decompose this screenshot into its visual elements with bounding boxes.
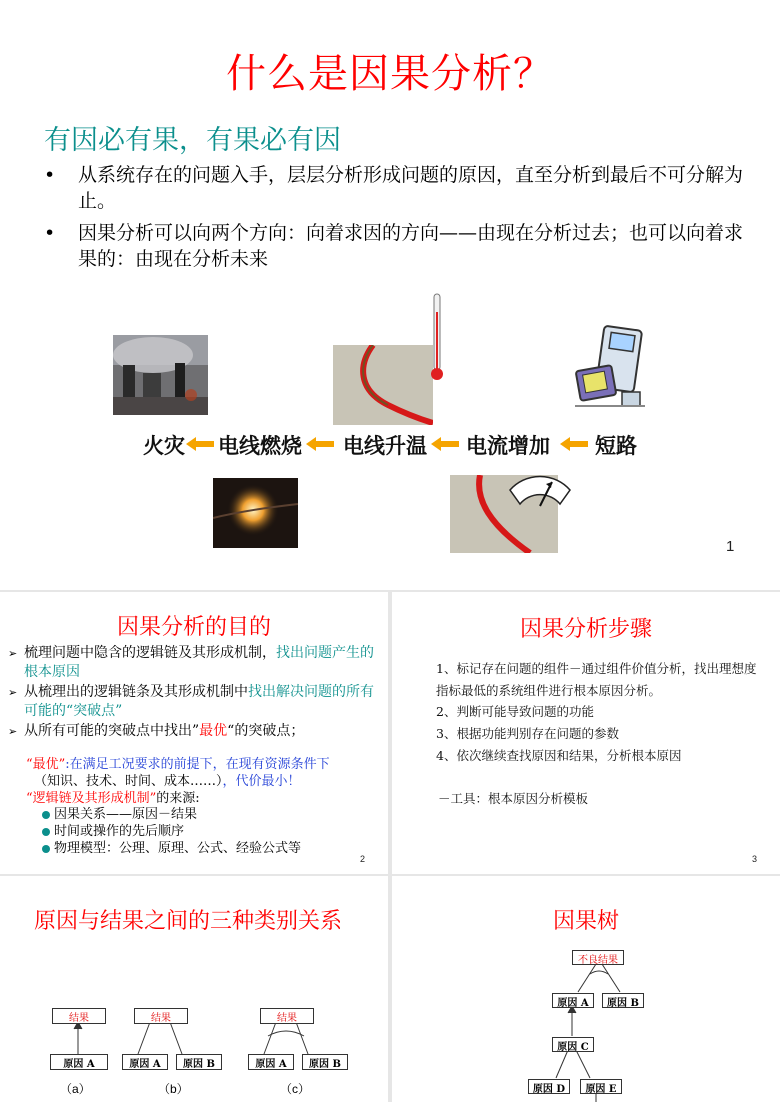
purpose-3-text: 从所有可能的突破点中找出” [24, 723, 200, 739]
chain-wire-heating: 电线升温 [343, 434, 427, 458]
purpose-1-highlight: 找出问题产生的根本原因 [24, 645, 374, 680]
purpose-2-highlight: 找出解决问题的所有可能的“突破点” [24, 684, 374, 719]
step-2: 2、判断可能导致问题的功能 [436, 704, 594, 719]
purpose-1-text: 梳理问题中隐含的逻辑链及其形成机制， [24, 645, 276, 661]
diagram-label-b: （b） [158, 1082, 189, 1096]
chain-short-circuit: 短路 [595, 434, 637, 458]
purpose-item-2 [8, 683, 378, 721]
source-item-1 [42, 806, 197, 824]
chain-current-increase: 电流增加 [466, 434, 550, 458]
fire-ruins-photo [113, 335, 208, 415]
purpose-item-3 [8, 722, 378, 741]
green-dot-icon [42, 828, 50, 836]
diagram-label-a: （a） [60, 1082, 91, 1096]
arrow-left-icon [560, 437, 588, 451]
slide-5-title: 因果树 [552, 909, 619, 934]
cause-c-box: 原因 C [552, 1037, 594, 1052]
cause-box: 原因 A [50, 1054, 108, 1070]
slide-3 [392, 592, 780, 874]
wire-burning-photo [213, 478, 298, 548]
step-4: 4、依次继续查找原因和结果，分析根本原因 [436, 748, 682, 763]
step-1: 1、标记存在问题的组件－通过组件价值分析，找出理想度指标最低的系统组件进行根本原因分析。 [436, 661, 757, 698]
purpose-2-text: 从梳理出的逻辑链条及其形成机制中 [24, 684, 248, 700]
slide-2-title: 因果分析的目的 [116, 615, 271, 640]
cause-e-box: 原因 E [580, 1079, 622, 1094]
result-box: 结果 [260, 1008, 314, 1024]
green-dot-icon [42, 811, 50, 819]
bullet-2-text: 因果分析可以向两个方向：向着求因的方向——由现在分析过去；也可以向着求果的：由现在分析未来 [78, 222, 744, 270]
wire-heating-photo [333, 345, 433, 425]
page-number: 3 [752, 854, 758, 864]
best-text: :在满足工况要求的前提下，在现有资源条件下 [65, 757, 330, 772]
cause-tree-lines [392, 876, 780, 1102]
result-box: 结果 [134, 1008, 188, 1024]
cause-box: 原因 A [122, 1054, 168, 1070]
bullet-dot: • [44, 222, 56, 244]
cause-box: 原因 A [248, 1054, 294, 1070]
arrow-left-icon [306, 437, 334, 451]
arrow-bullet-icon: ➢ [8, 647, 18, 660]
source-item-2 [42, 823, 184, 841]
slide-1-title: 什么是因果分析？ [226, 51, 554, 97]
green-dot-icon [42, 845, 50, 853]
page-number: 1 [726, 538, 735, 555]
chain-fire: 火灾 [143, 434, 185, 458]
source-1-text: 因果关系——原因－结果 [54, 807, 198, 822]
best-definition-2 [34, 773, 384, 791]
cause-a-box: 原因 A [552, 993, 594, 1008]
bullet-dot: • [44, 164, 56, 186]
purpose-item-1 [8, 644, 378, 682]
thermometer-icon [430, 292, 444, 382]
gauge-icon [504, 470, 576, 520]
best-definition [26, 756, 386, 774]
cause-box: 原因 B [302, 1054, 348, 1070]
purpose-3-tail: “的突破点； [227, 723, 305, 739]
step-3: 3、根据功能判别存在问题的参数 [436, 726, 619, 741]
source-3-text: 物理模型：公理、原理、公式、经验公式等 [54, 841, 302, 856]
broken-appliance-icon [570, 320, 650, 415]
cause-d-box: 原因 D [528, 1079, 570, 1094]
result-box: 结果 [52, 1008, 106, 1024]
arrow-bullet-icon: ➢ [8, 686, 18, 699]
slide-3-title: 因果分析步骤 [519, 617, 652, 642]
best-label: “最优” [26, 757, 66, 772]
source-item-3 [42, 840, 301, 858]
tool-line: －工具：根本原因分析模板 [438, 791, 589, 806]
arrow-bullet-icon: ➢ [8, 725, 18, 738]
source-2-text: 时间或操作的先后顺序 [54, 824, 185, 839]
best-text-2: （知识、技术、时间、成本……） [34, 774, 223, 789]
arrow-left-icon [431, 437, 459, 451]
chain-wire-burning: 电线燃烧 [218, 434, 302, 458]
slide-1-subtitle: 有因必有果，有果必有因 [44, 125, 341, 156]
bullet-1-text: 从系统存在的问题入手，层层分析形成问题的原因，直至分析到最后不可分解为止。 [78, 164, 744, 212]
page-number: 2 [360, 854, 366, 864]
bullet-1 [44, 162, 744, 214]
cause-box: 原因 B [176, 1054, 222, 1070]
diagram-label-c: （c） [280, 1082, 311, 1096]
arrow-left-icon [186, 437, 214, 451]
chain-label: “逻辑链及其形成机制” [26, 791, 157, 806]
purpose-3-best: 最优 [199, 723, 228, 739]
chain-label-tail: 的来源: [156, 791, 200, 806]
slide-5 [392, 876, 780, 1102]
slide-2 [0, 592, 388, 874]
best-text-3: ，代价最小！ [222, 774, 301, 789]
slide-4 [0, 876, 388, 1102]
bullet-2 [44, 220, 744, 272]
bad-result-box: 不良结果 [572, 950, 624, 965]
cause-b-box: 原因 B [602, 993, 644, 1008]
slide-4-title: 原因与结果之间的三种类别关系 [33, 909, 342, 934]
